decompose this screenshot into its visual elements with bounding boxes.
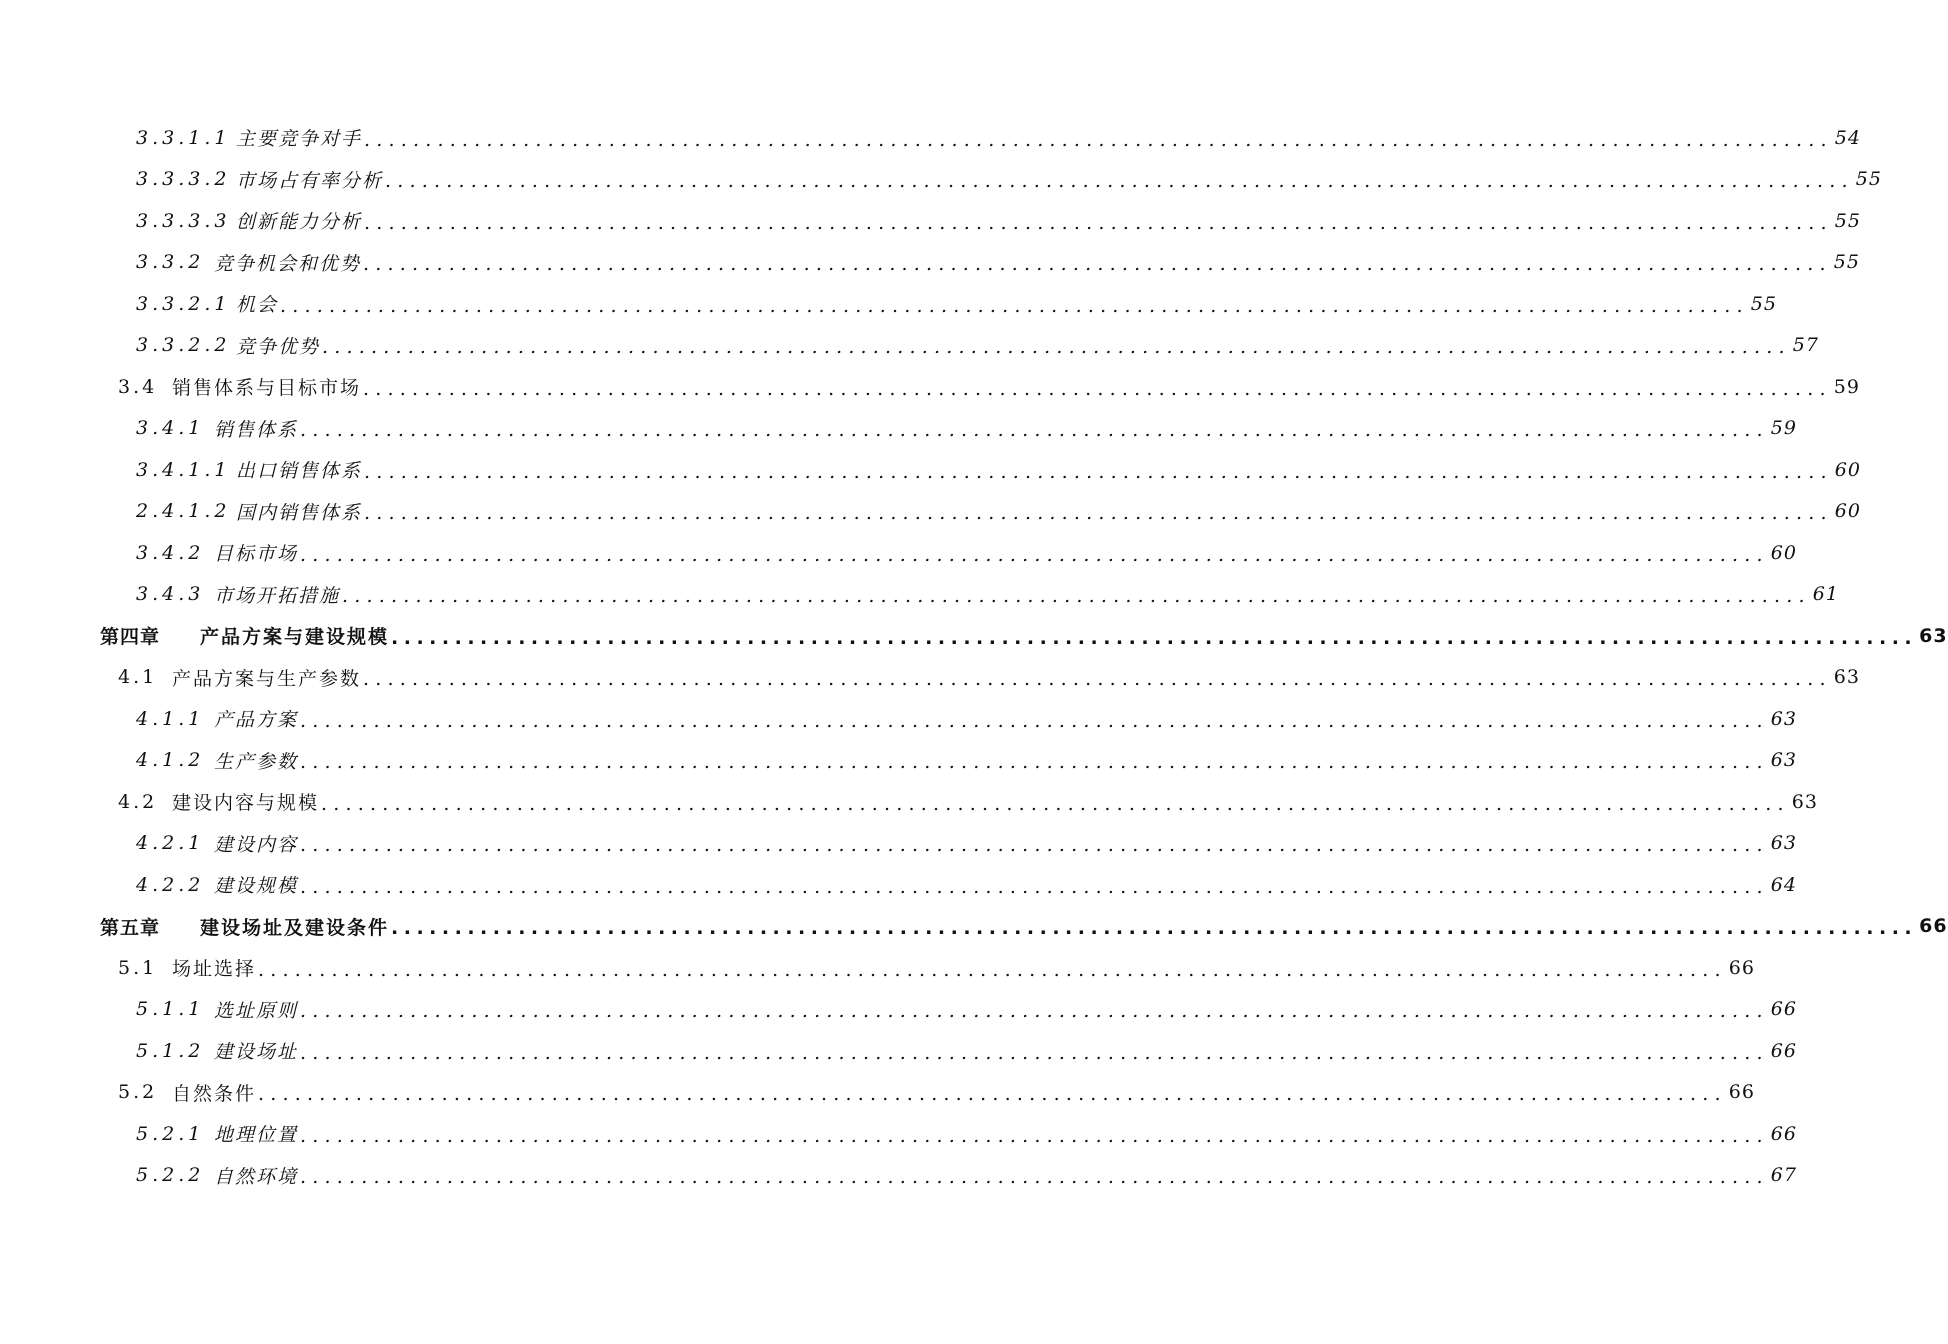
- toc-dot-leader: ........................................................................................................................: [300, 419, 1769, 442]
- toc-dot-leader: ........................................................................................................................: [364, 502, 1833, 525]
- toc-page-number: 63: [1770, 707, 1797, 730]
- toc-entry-number: 3.4.1.1: [136, 458, 231, 481]
- toc-entry-number: 3.4.3: [136, 583, 205, 606]
- toc-dot-leader: ........................................................................................................................: [391, 626, 1918, 649]
- toc-section-entry[interactable]: [0, 947, 1755, 989]
- toc-subsection-entry[interactable]: [0, 1030, 1797, 1072]
- toc-entry-number: 5.2: [118, 1081, 158, 1104]
- toc-entry-number: 5.1.1: [136, 998, 205, 1021]
- toc-page-number: 63: [1770, 749, 1797, 772]
- toc-page-number: 60: [1770, 541, 1797, 564]
- toc-section-entry[interactable]: [0, 366, 1860, 408]
- toc-subsection-entry[interactable]: [0, 740, 1797, 782]
- toc-section-entry[interactable]: [0, 781, 1818, 823]
- toc-subsubsection-entry[interactable]: [0, 449, 1861, 491]
- toc-dot-leader: ........................................................................................................................: [363, 377, 1832, 400]
- toc-page-number: 64: [1770, 873, 1797, 896]
- toc-entry-number: 3.4.2: [136, 541, 205, 564]
- toc-subsection-entry[interactable]: [0, 242, 1860, 284]
- toc-entry-title: 产品方案与生产参数: [172, 667, 362, 690]
- toc-dot-leader: ........................................................................................................................: [300, 1000, 1769, 1023]
- toc-page-number: 55: [1834, 209, 1861, 232]
- toc-page-number: 55: [1833, 251, 1860, 274]
- toc-dot-leader: ........................................................................................................................: [321, 792, 1790, 815]
- toc-subsubsection-entry[interactable]: [0, 491, 1861, 533]
- toc-entry-title: 建设场址及建设条件: [200, 916, 390, 939]
- toc-entry-title: 竞争优势: [236, 335, 321, 358]
- toc-entry-number: 5.1: [118, 956, 158, 979]
- toc-entry-number: 2.4.1.2: [136, 500, 231, 523]
- toc-entry-title: 建设内容: [214, 833, 299, 856]
- toc-entry-title: 产品方案与建设规模: [200, 626, 390, 649]
- toc-entry-title: 市场开拓措施: [214, 584, 341, 607]
- toc-dot-leader: ........................................................................................................................: [300, 1124, 1769, 1147]
- toc-page-number: 63: [1770, 832, 1797, 855]
- toc-entry-number: 3.3.3.2: [136, 168, 231, 191]
- toc-entry-title: 创新能力分析: [236, 211, 363, 234]
- toc-dot-leader: ........................................................................................................................: [363, 668, 1832, 691]
- toc-page-number: 60: [1834, 458, 1861, 481]
- toc-entry-title: 场址选择: [172, 958, 257, 981]
- toc-page-number: 66: [1728, 956, 1755, 979]
- toc-entry-title: 生产参数: [214, 750, 299, 773]
- toc-dot-leader: ........................................................................................................................: [300, 709, 1769, 732]
- toc-dot-leader: ........................................................................................................................: [300, 751, 1769, 774]
- toc-entry-number: 5.2.2: [136, 1164, 205, 1187]
- toc-subsection-entry[interactable]: [0, 532, 1797, 574]
- toc-page-number: 54: [1834, 126, 1861, 149]
- toc-entry-title: 主要竞争对手: [236, 128, 363, 151]
- toc-subsection-entry[interactable]: [0, 574, 1839, 616]
- toc-dot-leader: ........................................................................................................................: [300, 834, 1769, 857]
- toc-dot-leader: ........................................................................................................................: [385, 170, 1854, 193]
- toc-dot-leader: ........................................................................................................................: [322, 336, 1791, 359]
- toc-subsection-entry[interactable]: [0, 864, 1797, 906]
- toc-dot-leader: ........................................................................................................................: [363, 253, 1832, 276]
- toc-dot-leader: ........................................................................................................................: [258, 958, 1727, 981]
- toc-entry-number: 4.1.2: [136, 749, 205, 772]
- toc-subsubsection-entry[interactable]: [0, 159, 1882, 201]
- toc-entry-number: 4.2: [118, 790, 158, 813]
- toc-chapter-entry[interactable]: [0, 615, 1948, 657]
- toc-page-number: 66: [1770, 1122, 1797, 1145]
- toc-page-number: 66: [1919, 915, 1948, 938]
- toc-entry-number: 3.3.2: [136, 251, 205, 274]
- toc-dot-leader: ........................................................................................................................: [280, 294, 1749, 317]
- toc-dot-leader: ........................................................................................................................: [364, 460, 1833, 483]
- toc-subsubsection-entry[interactable]: [0, 283, 1777, 325]
- toc-subsection-entry[interactable]: [0, 1113, 1797, 1155]
- toc-entry-number: 3.3.1.1: [136, 126, 231, 149]
- toc-dot-leader: ........................................................................................................................: [258, 1083, 1727, 1106]
- toc-dot-leader: ........................................................................................................................: [364, 128, 1833, 151]
- toc-dot-leader: ........................................................................................................................: [300, 543, 1769, 566]
- toc-page-number: 67: [1770, 1164, 1797, 1187]
- toc-page-number: 66: [1728, 1081, 1755, 1104]
- toc-entry-title: 自然环境: [214, 1165, 299, 1188]
- toc-entry-title: 国内销售体系: [236, 501, 363, 524]
- toc-subsection-entry[interactable]: [0, 408, 1797, 450]
- toc-dot-leader: ........................................................................................................................: [300, 875, 1769, 898]
- toc-entry-title: 目标市场: [214, 543, 299, 566]
- toc-page-number: 66: [1770, 1039, 1797, 1062]
- toc-entry-number: 4.1.1: [136, 707, 205, 730]
- toc-entry-number: 第四章: [100, 626, 161, 649]
- toc-subsection-entry[interactable]: [0, 1155, 1797, 1197]
- toc-subsection-entry[interactable]: [0, 698, 1797, 740]
- toc-entry-number: 3.3.2.1: [136, 292, 231, 315]
- toc-page-number: 59: [1833, 375, 1860, 398]
- toc-dot-leader: ........................................................................................................................: [391, 917, 1918, 940]
- toc-dot-leader: ........................................................................................................................: [300, 1166, 1769, 1189]
- toc-page-number: 57: [1792, 334, 1819, 357]
- toc-entry-title: 建设场址: [214, 1041, 299, 1064]
- toc-dot-leader: ........................................................................................................................: [364, 211, 1833, 234]
- toc-entry-number: 3.4.1: [136, 417, 205, 440]
- toc-entry-number: 第五章: [100, 916, 161, 939]
- toc-subsection-entry[interactable]: [0, 823, 1797, 865]
- toc-chapter-entry[interactable]: [0, 906, 1948, 948]
- toc-entry-number: 3.3.2.2: [136, 334, 231, 357]
- toc-entry-number: 3.3.3.3: [136, 209, 231, 232]
- toc-subsubsection-entry[interactable]: [0, 200, 1861, 242]
- toc-page-number: 59: [1770, 417, 1797, 440]
- toc-section-entry[interactable]: [0, 657, 1860, 699]
- toc-page-number: 55: [1750, 292, 1777, 315]
- toc-page-number: 61: [1812, 583, 1839, 606]
- toc-page-number: 63: [1833, 666, 1860, 689]
- table-of-contents: [0, 117, 1948, 1196]
- toc-entry-title: 产品方案: [214, 709, 299, 732]
- toc-entry-title: 自然条件: [172, 1082, 257, 1105]
- toc-entry-number: 4.2.2: [136, 873, 205, 896]
- toc-page-number: 55: [1855, 168, 1882, 191]
- toc-entry-title: 出口销售体系: [236, 460, 363, 483]
- toc-subsection-entry[interactable]: [0, 989, 1797, 1031]
- toc-entry-title: 地理位置: [214, 1124, 299, 1147]
- toc-entry-title: 建设内容与规模: [172, 792, 320, 815]
- toc-dot-leader: ........................................................................................................................: [300, 1041, 1769, 1064]
- toc-entry-title: 市场占有率分析: [236, 169, 384, 192]
- toc-entry-number: 4.1: [118, 666, 158, 689]
- toc-page-number: 66: [1770, 998, 1797, 1021]
- toc-subsubsection-entry[interactable]: [0, 117, 1861, 159]
- toc-entry-number: 4.2.1: [136, 832, 205, 855]
- toc-entry-title: 机会: [236, 294, 279, 317]
- toc-entry-number: 3.4: [118, 375, 158, 398]
- toc-entry-title: 销售体系: [214, 418, 299, 441]
- toc-entry-title: 建设规模: [214, 875, 299, 898]
- toc-page-number: 60: [1834, 500, 1861, 523]
- toc-page-number: 63: [1919, 624, 1948, 647]
- toc-section-entry[interactable]: [0, 1072, 1755, 1114]
- toc-dot-leader: ........................................................................................................................: [342, 585, 1811, 608]
- toc-entry-title: 竞争机会和优势: [214, 252, 362, 275]
- toc-page-number: 63: [1791, 790, 1818, 813]
- toc-entry-title: 销售体系与目标市场: [172, 377, 362, 400]
- toc-entry-number: 5.2.1: [136, 1122, 205, 1145]
- toc-entry-title: 选址原则: [214, 999, 299, 1022]
- toc-subsubsection-entry[interactable]: [0, 325, 1819, 367]
- toc-entry-number: 5.1.2: [136, 1039, 205, 1062]
